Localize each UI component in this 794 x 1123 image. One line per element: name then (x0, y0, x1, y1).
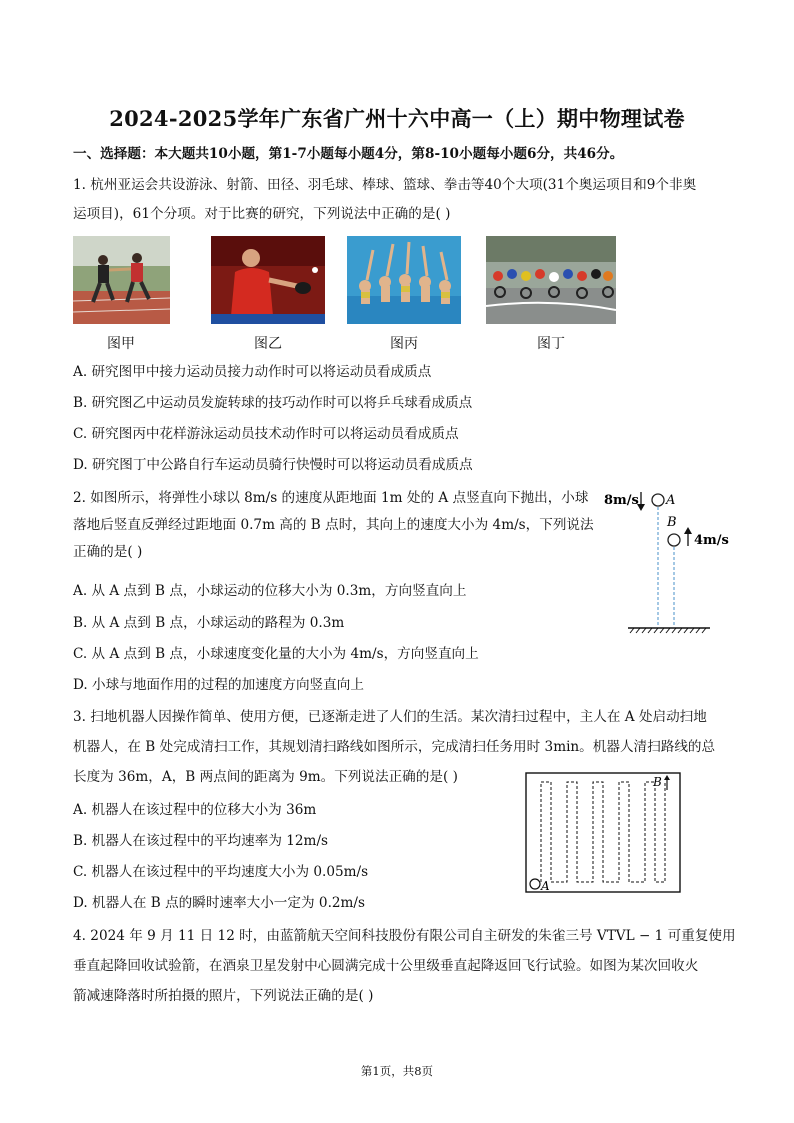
q3-stem-line2: 机器人，在 B 处完成清扫工作，其规划清扫路线如图所示，完成清扫任务用时 3min。机器人清扫路线的总 (73, 739, 716, 755)
q3-point-b-label: B (653, 775, 662, 789)
q3-option-b: B. 机器人在该过程中的平均速率为 12m/s (73, 833, 329, 849)
q1-stem-line2: 运项目)，61个分项。对于比赛的研究，下列说法中正确的是( ) (73, 206, 451, 222)
q4-stem-line1: 4. 2024 年 9 月 11 日 12 时，由蓝箭航天空间科技股份有限公司自主研发的朱雀三号 VTVL − 1 可重复使用 (73, 928, 736, 944)
q2-option-d: D. 小球与地面作用的过程的加速度方向竖直向上 (73, 677, 364, 693)
page-footer: 第1页，共8页 (360, 1064, 434, 1078)
q2-v2-label: 4m/s (694, 533, 729, 548)
q4-stem-line3: 箭减速降落时所拍摄的照片，下列说法正确的是( ) (73, 988, 374, 1004)
section-heading: 一、选择题：本大题共10小题，第1-7小题每小题4分，第8-10小题每小题6分，共46分。 (73, 146, 624, 162)
q3-cleaning-path-figure (523, 770, 683, 895)
q3-option-a: A. 机器人在该过程中的位移大小为 36m (73, 802, 317, 818)
q1-option-d: D. 研究图丁中公路自行车运动员骑行快慢时可以将运动员看成质点 (73, 457, 473, 473)
q1-stem-line1: 1. 杭州亚运会共设游泳、射箭、田径、羽毛球、棒球、篮球、拳击等40个大项(31个奥运项目和9个非奥 (73, 177, 697, 193)
caption-ding: 图丁 (537, 336, 565, 352)
photo-relay (73, 236, 170, 324)
q3-point-a-label: A (541, 879, 550, 893)
q2-stem-line2: 落地后竖直反弹经过距地面 0.7m 高的 B 点时，其向上的速度大小为 4m/s，下列说法 (73, 517, 594, 533)
q2-v1-label: 8m/s (604, 493, 639, 508)
q2-option-a: A. 从 A 点到 B 点，小球运动的位移大小为 0.3m，方向竖直向上 (73, 583, 467, 599)
q1-option-a: A. 研究图甲中接力运动员接力动作时可以将运动员看成质点 (73, 364, 432, 380)
q2-stem-line3: 正确的是( ) (73, 544, 143, 560)
q3-stem-line1: 3. 扫地机器人因操作简单、使用方便，已逐渐走进了人们的生活。某次清扫过程中，主人在 A 处启动扫地 (73, 709, 707, 725)
q2-option-b: B. 从 A 点到 B 点，小球运动的路程为 0.3m (73, 615, 345, 631)
q3-stem-line3: 长度为 36m，A，B 两点间的距离为 9m。下列说法正确的是( ) (73, 769, 458, 785)
q1-option-c: C. 研究图丙中花样游泳运动员技术动作时可以将运动员看成质点 (73, 426, 459, 442)
caption-bing: 图丙 (390, 336, 418, 352)
q3-option-d: D. 机器人在 B 点的瞬时速率大小一定为 0.2m/s (73, 895, 365, 911)
q2-option-c: C. 从 A 点到 B 点，小球速度变化量的大小为 4m/s，方向竖直向上 (73, 646, 479, 662)
q4-stem-line2: 垂直起降回收试验箭，在酒泉卫星发射中心圆满完成十公里级垂直起降返回飞行试验。如图为某次回收火 (73, 958, 699, 974)
q1-option-b: B. 研究图乙中运动员发旋转球的技巧动作时可以将乒乓球看成质点 (73, 395, 473, 411)
q3-option-c: C. 机器人在该过程中的平均速度大小为 0.05m/s (73, 864, 369, 880)
q2-stem-line1: 2. 如图所示，将弹性小球以 8m/s 的速度从距地面 1m 处的 A 点竖直向下抛出，小球 (73, 490, 589, 506)
page-title: 2024-2025学年广东省广州十六中高一（上）期中物理试卷 (109, 106, 685, 131)
caption-yi: 图乙 (254, 336, 282, 352)
photo-table-tennis (211, 236, 325, 324)
caption-jia: 图甲 (107, 336, 135, 352)
photo-artistic-swimming (347, 236, 461, 324)
q2-point-a-label: A (666, 493, 676, 508)
photo-road-cycling (486, 236, 616, 324)
q2-ball-figure (600, 488, 730, 638)
q2-point-b-label: B (667, 515, 677, 530)
